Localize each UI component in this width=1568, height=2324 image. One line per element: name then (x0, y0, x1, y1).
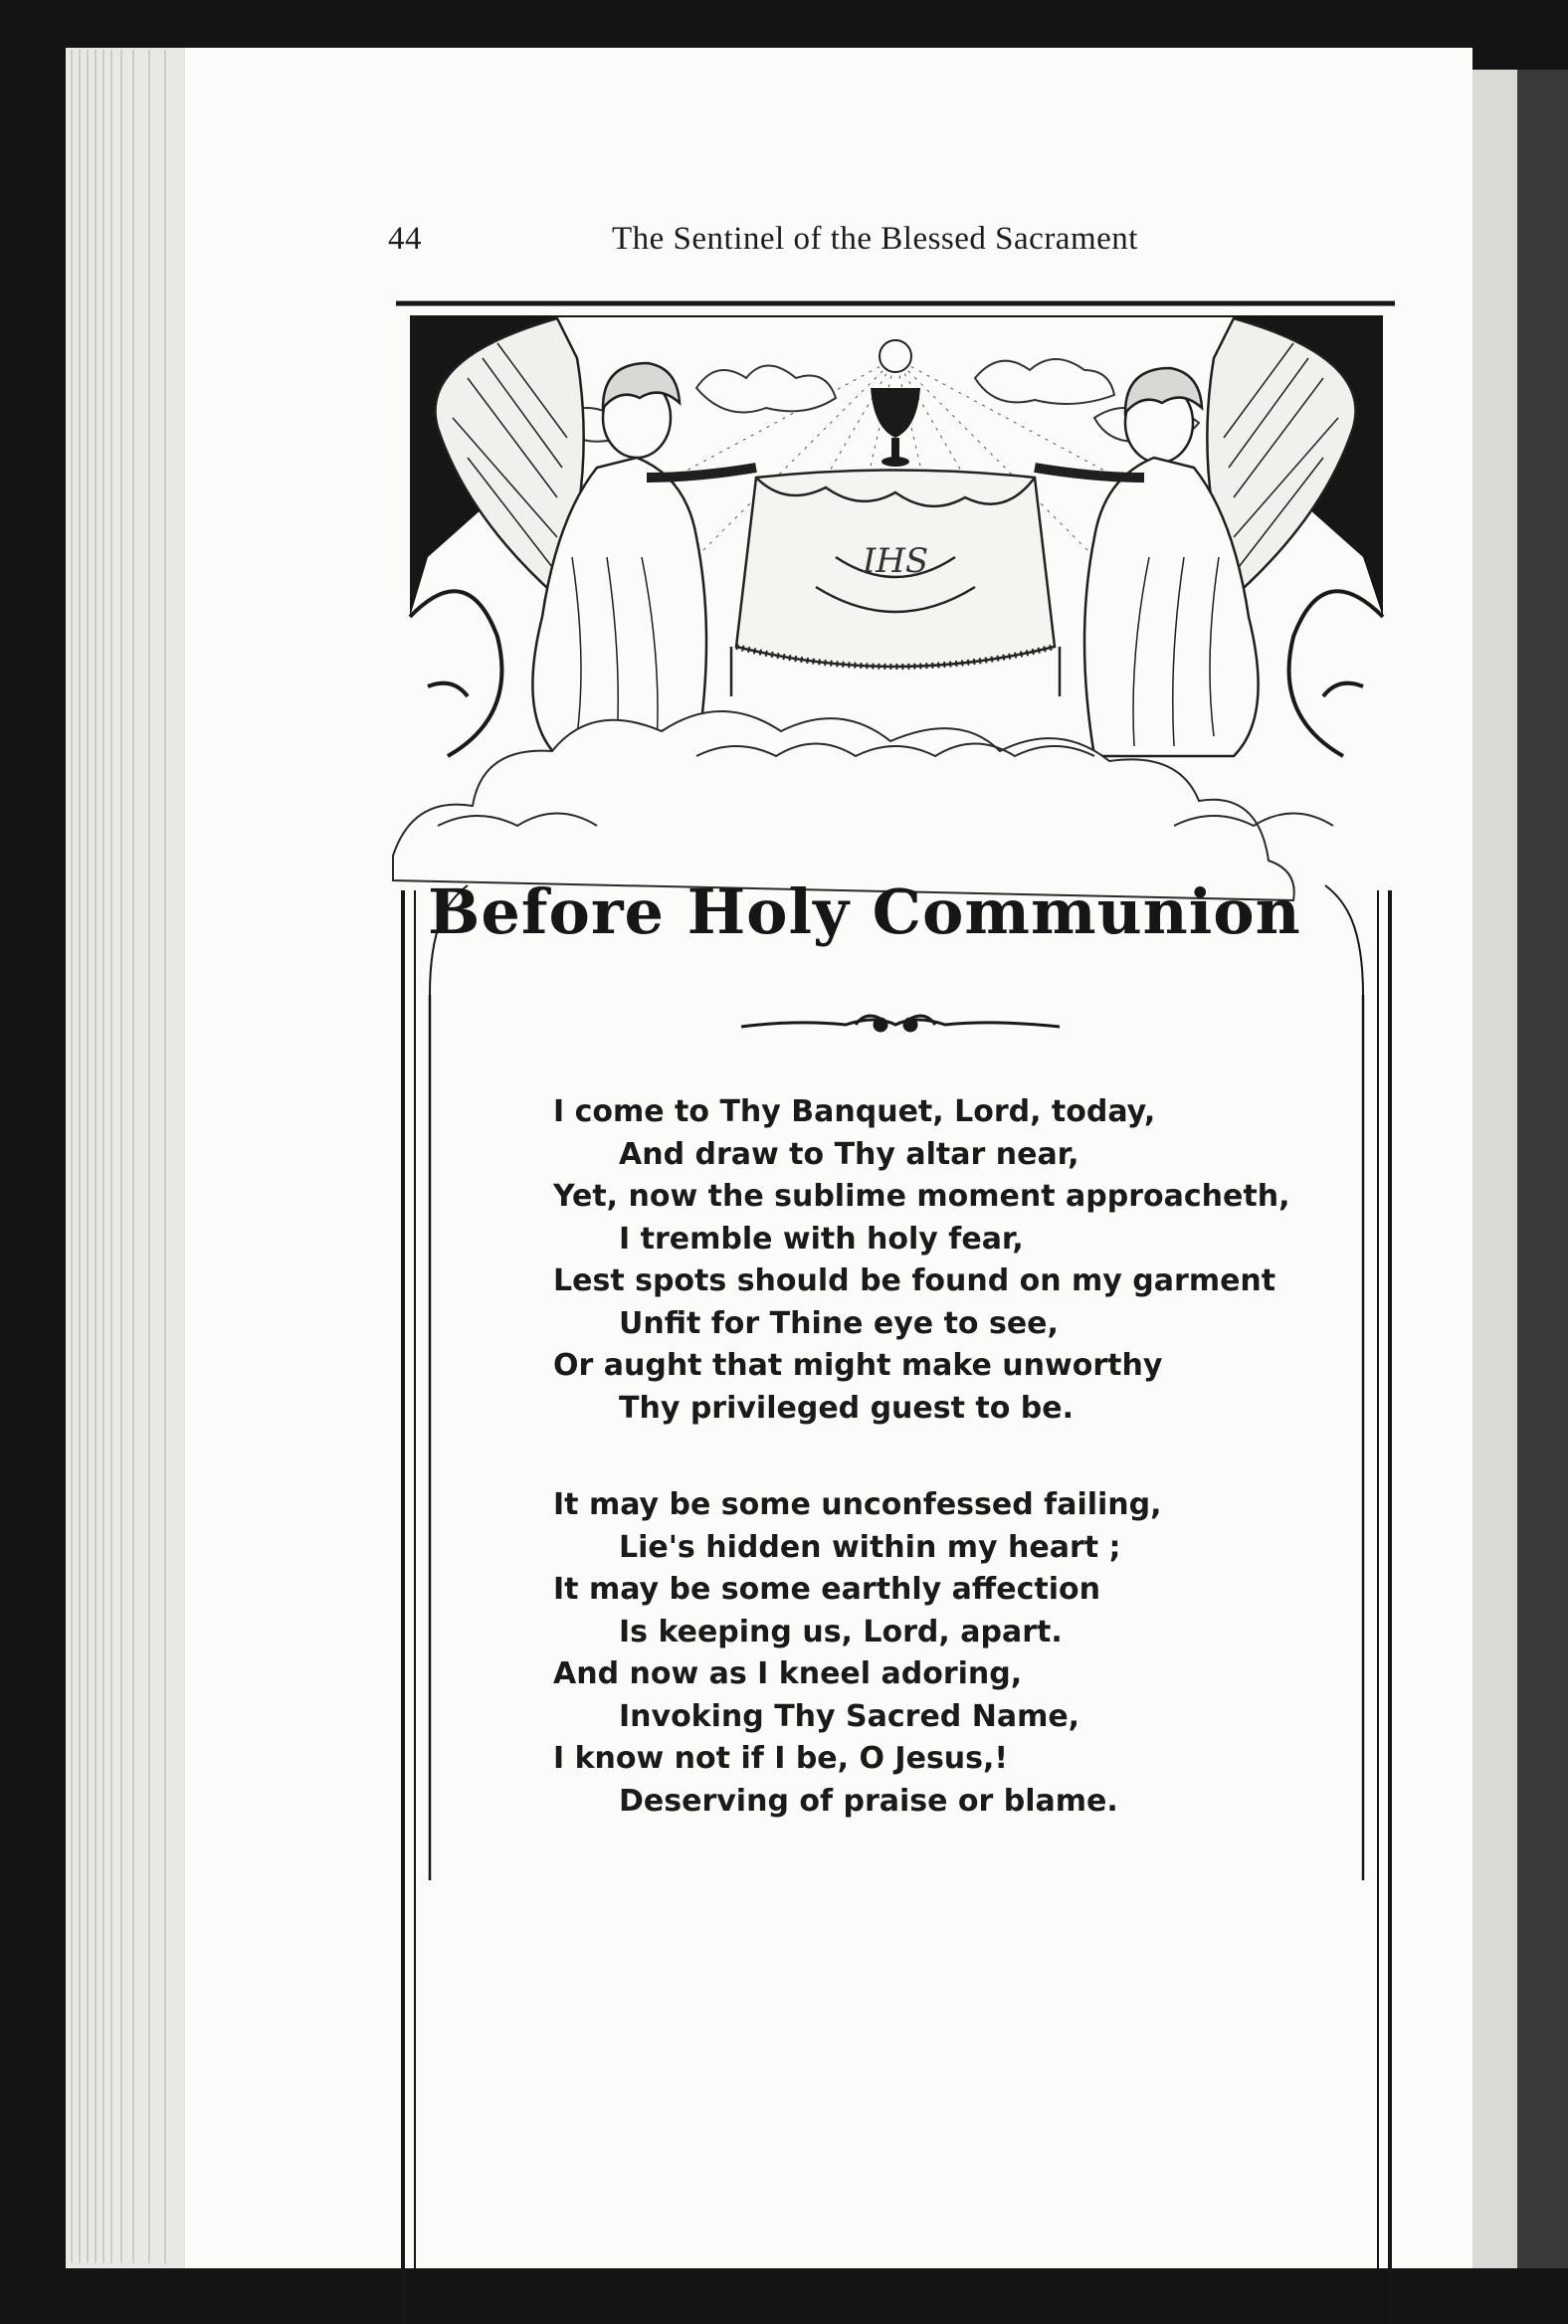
poem-line: Yet, now the sublime moment approacheth, (553, 1179, 1290, 1214)
poem-line: It may be some earthly affection (553, 1572, 1100, 1607)
poem-line: Unfit for Thine eye to see, (619, 1305, 1059, 1341)
poem-stanza (553, 1484, 1349, 1823)
poem-line: And now as I kneel adoring, (553, 1656, 1023, 1691)
poem-line: Thy privileged guest to be. (619, 1390, 1075, 1426)
running-header (388, 221, 1244, 281)
poem-line: Lie's hidden within my heart ; (619, 1529, 1121, 1565)
poem-line: Is keeping us, Lord, apart. (619, 1614, 1063, 1649)
svg-text:IHS: IHS (862, 541, 929, 581)
poem-line: And draw to Thy altar near, (619, 1136, 1079, 1172)
poem-line: It may be some unconfessed failing, (553, 1487, 1162, 1522)
poem-line: Lest spots should be found on my garment (553, 1263, 1276, 1298)
page-number: 44 (388, 221, 422, 257)
poem-line: Or aught that might make unworthy (553, 1348, 1163, 1383)
poem-line: I know not if I be, O Jesus,! (553, 1741, 1009, 1776)
poem-line: Invoking Thy Sacred Name, (619, 1698, 1080, 1734)
running-title: The Sentinel of the Blessed Sacrament (612, 221, 1138, 257)
poem-line: I tremble with holy fear, (619, 1221, 1024, 1257)
poem-line: I come to Thy Banquet, Lord, today, (553, 1094, 1156, 1129)
poem-stanza (553, 1091, 1349, 1430)
poem-line: Deserving of praise or blame. (619, 1783, 1118, 1819)
poem-title: Before Holy Communion (428, 875, 1301, 948)
